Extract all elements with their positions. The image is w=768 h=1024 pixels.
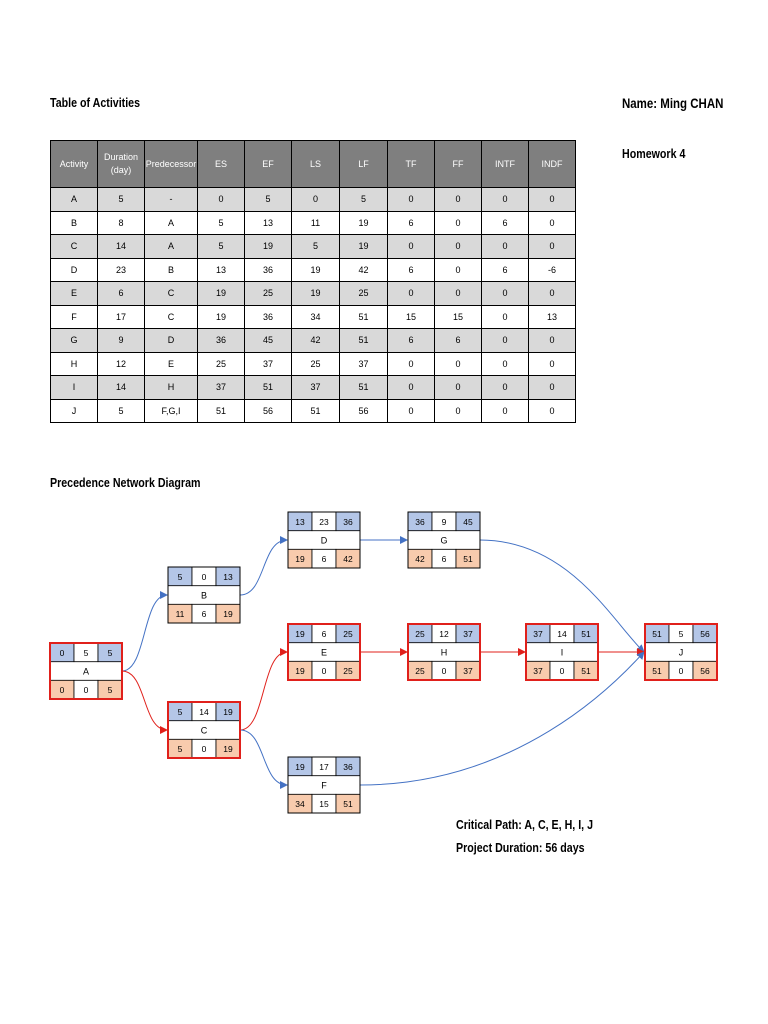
node-value-ls: 19 — [295, 666, 305, 677]
table-cell: H — [145, 376, 198, 400]
table-cell: 5 — [340, 188, 388, 212]
node-activity-label: A — [82, 666, 90, 677]
table-cell: A — [145, 211, 198, 235]
table-cell: 0 — [482, 235, 529, 259]
table-cell: 5 — [198, 211, 245, 235]
table-cell: 25 — [198, 352, 245, 376]
homework-label: Homework 4 — [622, 146, 686, 161]
table-cell: 23 — [98, 258, 145, 282]
table-cell: 8 — [98, 211, 145, 235]
node-value-lf: 51 — [343, 799, 353, 810]
activity-node-i — [526, 624, 598, 680]
table-cell: 19 — [245, 235, 292, 259]
table-cell: 25 — [340, 282, 388, 306]
node-value-tf: 6 — [321, 554, 327, 565]
activity-node-a — [50, 643, 122, 699]
node-value-es: 5 — [177, 571, 183, 582]
node-value-ls: 25 — [415, 666, 425, 677]
table-cell: 0 — [529, 399, 576, 423]
table-cell: 5 — [98, 188, 145, 212]
table-cell: 19 — [292, 282, 340, 306]
table-cell: 51 — [292, 399, 340, 423]
node-value-ls: 5 — [177, 744, 183, 755]
table-cell: 36 — [198, 329, 245, 353]
column-header: Predecessor — [145, 141, 198, 188]
table-cell: 5 — [98, 399, 145, 423]
table-cell: 5 — [245, 188, 292, 212]
table-cell: 6 — [98, 282, 145, 306]
node-activity-label: C — [200, 725, 208, 736]
node-value-tf: 0 — [559, 666, 565, 677]
table-cell: 0 — [482, 188, 529, 212]
table-cell: 0 — [435, 282, 482, 306]
table-cell: B — [51, 211, 98, 235]
node-activity-label: H — [440, 647, 448, 658]
table-cell: 0 — [435, 211, 482, 235]
table-cell: 0 — [435, 399, 482, 423]
table-cell: 19 — [198, 282, 245, 306]
table-cell: 0 — [482, 352, 529, 376]
node-value-ls: 37 — [533, 666, 543, 677]
table-cell: J — [51, 399, 98, 423]
node-value-dur: 9 — [441, 516, 447, 527]
table-cell: I — [51, 376, 98, 400]
table-cell: E — [145, 352, 198, 376]
node-value-ef: 51 — [581, 628, 591, 639]
table-cell: 36 — [245, 258, 292, 282]
table-cell: 0 — [388, 352, 435, 376]
table-cell: 6 — [388, 329, 435, 353]
edge-a-b — [122, 595, 167, 671]
table-cell: - — [145, 188, 198, 212]
node-value-ef: 13 — [223, 571, 233, 582]
node-activity-label: D — [320, 535, 328, 546]
table-cell: 37 — [340, 352, 388, 376]
table-cell: 0 — [388, 399, 435, 423]
table-cell: 6 — [388, 258, 435, 282]
node-value-lf: 19 — [223, 609, 233, 620]
table-cell: 13 — [198, 258, 245, 282]
table-cell: 0 — [482, 282, 529, 306]
node-value-dur: 5 — [83, 647, 89, 658]
table-cell: 42 — [340, 258, 388, 282]
table-cell: 25 — [245, 282, 292, 306]
activity-node-c — [168, 702, 240, 758]
column-header: EF — [245, 141, 292, 188]
node-value-dur: 0 — [201, 571, 207, 582]
table-cell: 0 — [529, 282, 576, 306]
node-value-es: 0 — [59, 647, 65, 658]
node-value-dur: 14 — [557, 628, 567, 639]
table-cell: 11 — [292, 211, 340, 235]
table-cell: 45 — [245, 329, 292, 353]
node-value-lf: 51 — [463, 554, 473, 565]
table-cell: 0 — [292, 188, 340, 212]
table-cell: 51 — [245, 376, 292, 400]
node-value-lf: 42 — [343, 554, 353, 565]
activity-node-e — [288, 624, 360, 680]
table-cell: C — [145, 282, 198, 306]
node-activity-label: I — [560, 647, 564, 658]
node-value-ef: 37 — [463, 628, 473, 639]
table-cell: 5 — [292, 235, 340, 259]
table-cell: G — [51, 329, 98, 353]
activity-node-j — [645, 624, 717, 680]
activity-node-b — [168, 567, 240, 623]
table-cell: D — [145, 329, 198, 353]
node-value-es: 36 — [415, 516, 425, 527]
node-value-ls: 11 — [175, 609, 185, 620]
table-cell: 51 — [340, 329, 388, 353]
table-cell: C — [145, 305, 198, 329]
edge-c-e — [240, 652, 287, 730]
table-cell: 51 — [198, 399, 245, 423]
node-value-ls: 51 — [652, 666, 662, 677]
nodes-layer — [50, 512, 717, 813]
table-cell: 9 — [98, 329, 145, 353]
node-value-tf: 6 — [201, 609, 207, 620]
column-header: TF — [388, 141, 435, 188]
student-name: Name: Ming CHAN — [622, 95, 724, 111]
node-value-lf: 51 — [581, 666, 591, 677]
node-value-dur: 12 — [439, 628, 449, 639]
diagram-title: Precedence Network Diagram — [50, 475, 201, 490]
node-activity-label: E — [320, 647, 328, 658]
table-cell: 0 — [435, 188, 482, 212]
activity-node-h — [408, 624, 480, 680]
table-cell: F — [51, 305, 98, 329]
table-cell: 56 — [245, 399, 292, 423]
table-cell: E — [51, 282, 98, 306]
table-cell: 12 — [98, 352, 145, 376]
table-cell: 19 — [340, 211, 388, 235]
node-value-ef: 19 — [223, 706, 233, 717]
node-value-ef: 25 — [343, 628, 353, 639]
node-value-dur: 23 — [319, 516, 329, 527]
table-cell: 25 — [292, 352, 340, 376]
table-cell: 0 — [529, 329, 576, 353]
table-cell: H — [51, 352, 98, 376]
table-cell: 0 — [482, 329, 529, 353]
table-cell: 14 — [98, 376, 145, 400]
node-value-tf: 0 — [441, 666, 447, 677]
table-cell: 51 — [340, 305, 388, 329]
node-value-dur: 17 — [319, 761, 329, 772]
table-cell: F,G,I — [145, 399, 198, 423]
node-value-es: 51 — [652, 628, 662, 639]
column-header: Activity — [51, 141, 98, 188]
column-header: INDF — [529, 141, 576, 188]
node-value-es: 5 — [177, 706, 183, 717]
node-activity-label: J — [678, 647, 684, 658]
activity-node-f — [288, 757, 360, 813]
node-value-dur: 5 — [678, 628, 684, 639]
table-cell: 0 — [435, 352, 482, 376]
node-value-es: 19 — [295, 628, 305, 639]
column-header: INTF — [482, 141, 529, 188]
table-cell: A — [51, 188, 98, 212]
node-value-ls: 42 — [415, 554, 425, 565]
table-cell: 0 — [435, 235, 482, 259]
table-cell: 0 — [529, 235, 576, 259]
node-value-es: 13 — [295, 516, 305, 527]
table-cell: -6 — [529, 258, 576, 282]
node-value-ef: 36 — [343, 516, 353, 527]
node-value-tf: 0 — [201, 744, 207, 755]
table-cell: 36 — [245, 305, 292, 329]
node-value-ef: 36 — [343, 761, 353, 772]
node-value-ef: 5 — [107, 647, 113, 658]
activity-node-d — [288, 512, 360, 568]
table-cell: 0 — [529, 352, 576, 376]
table-cell: 6 — [388, 211, 435, 235]
node-value-tf: 0 — [321, 666, 327, 677]
node-value-ls: 19 — [295, 554, 305, 565]
table-cell: B — [145, 258, 198, 282]
table-cell: 37 — [245, 352, 292, 376]
table-cell: 13 — [245, 211, 292, 235]
edge-a-c — [122, 671, 167, 730]
column-header: LF — [340, 141, 388, 188]
table-cell: 42 — [292, 329, 340, 353]
node-value-es: 25 — [415, 628, 425, 639]
table-cell: 0 — [388, 188, 435, 212]
table-cell: C — [51, 235, 98, 259]
node-value-tf: 15 — [319, 799, 329, 810]
table-cell: 0 — [435, 376, 482, 400]
node-value-ls: 34 — [295, 799, 305, 810]
node-value-lf: 56 — [700, 666, 710, 677]
table-cell: 0 — [435, 258, 482, 282]
column-header: Duration (day) — [98, 141, 145, 188]
table-cell: 0 — [388, 376, 435, 400]
node-value-lf: 37 — [463, 666, 473, 677]
table-cell: 15 — [435, 305, 482, 329]
table-cell: 0 — [388, 235, 435, 259]
table-cell: A — [145, 235, 198, 259]
node-value-tf: 0 — [83, 685, 89, 696]
project-duration-note: Project Duration: 56 days — [456, 840, 585, 855]
table-cell: 0 — [529, 188, 576, 212]
node-value-tf: 0 — [678, 666, 684, 677]
table-cell: 13 — [529, 305, 576, 329]
node-value-dur: 6 — [321, 628, 327, 639]
table-cell: 14 — [98, 235, 145, 259]
table-cell: 0 — [482, 399, 529, 423]
node-value-ef: 56 — [700, 628, 710, 639]
table-cell: 0 — [529, 376, 576, 400]
table-cell: 0 — [482, 305, 529, 329]
edge-f-j — [360, 652, 644, 785]
node-activity-label: B — [200, 590, 208, 601]
node-value-ls: 0 — [59, 685, 65, 696]
node-value-lf: 25 — [343, 666, 353, 677]
column-header: ES — [198, 141, 245, 188]
table-cell: 0 — [529, 211, 576, 235]
node-value-tf: 6 — [441, 554, 447, 565]
node-value-es: 19 — [295, 761, 305, 772]
node-activity-label: G — [440, 535, 448, 546]
table-cell: 37 — [292, 376, 340, 400]
node-activity-label: F — [321, 780, 327, 791]
table-cell: 5 — [198, 235, 245, 259]
critical-path-note: Critical Path: A, C, E, H, I, J — [456, 817, 594, 832]
table-cell: 56 — [340, 399, 388, 423]
node-value-lf: 19 — [223, 744, 233, 755]
table-cell: 15 — [388, 305, 435, 329]
table-cell: 19 — [340, 235, 388, 259]
table-cell: 6 — [435, 329, 482, 353]
column-header: LS — [292, 141, 340, 188]
table-cell: 19 — [292, 258, 340, 282]
activity-node-g — [408, 512, 480, 568]
node-value-dur: 14 — [199, 706, 209, 717]
table-cell: 37 — [198, 376, 245, 400]
table-cell: D — [51, 258, 98, 282]
node-value-lf: 5 — [107, 685, 113, 696]
table-cell: 0 — [482, 376, 529, 400]
table-cell: 0 — [198, 188, 245, 212]
table-cell: 51 — [340, 376, 388, 400]
edge-c-f — [240, 730, 287, 785]
table-cell: 19 — [198, 305, 245, 329]
table-cell: 6 — [482, 258, 529, 282]
table-cell: 6 — [482, 211, 529, 235]
table-cell: 34 — [292, 305, 340, 329]
table-cell: 17 — [98, 305, 145, 329]
node-value-es: 37 — [533, 628, 543, 639]
table-title: Table of Activities — [50, 95, 141, 110]
node-value-ef: 45 — [463, 516, 473, 527]
column-header: FF — [435, 141, 482, 188]
table-cell: 0 — [388, 282, 435, 306]
edge-b-d — [240, 540, 287, 595]
